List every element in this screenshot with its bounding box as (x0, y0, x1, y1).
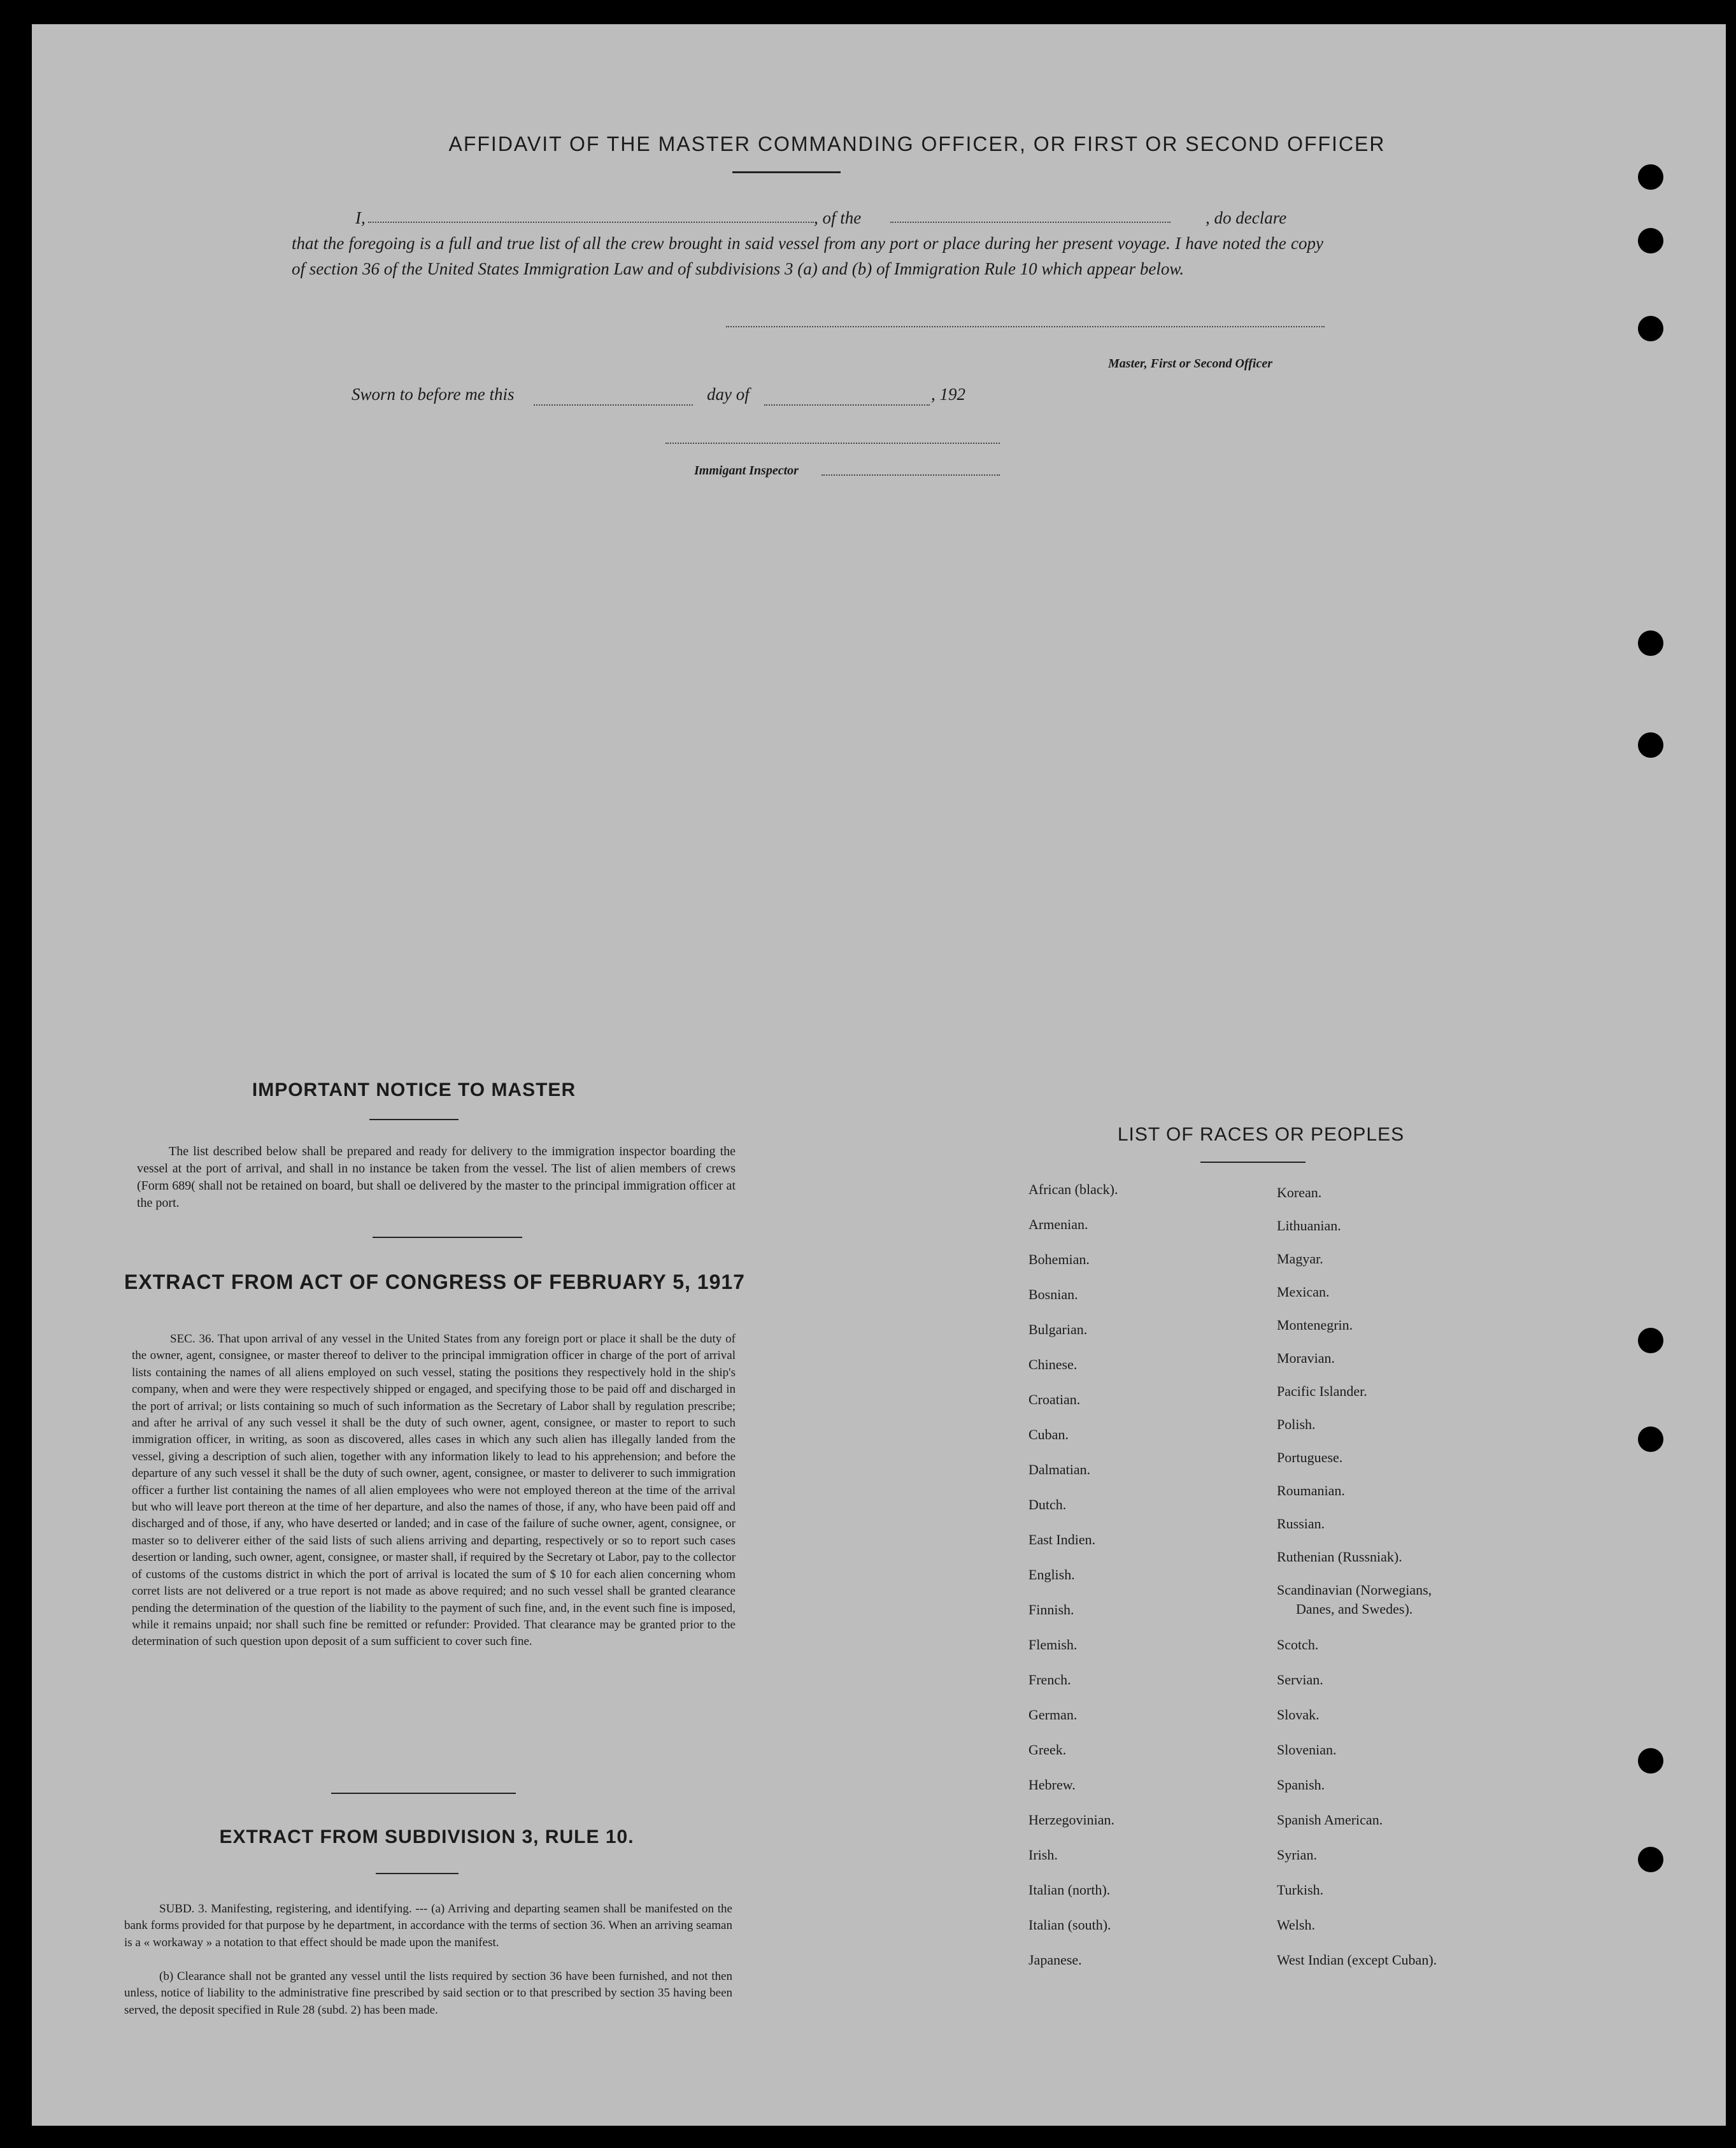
sworn-text: Sworn to before me this (352, 385, 515, 404)
race-item: Spanish American. (1277, 1812, 1383, 1828)
punch-hole (1638, 1426, 1663, 1452)
race-item: Welsh. (1277, 1917, 1315, 1933)
declaration-of-the: , of the (814, 208, 862, 227)
race-item: Scandinavian (Norwegians, (1277, 1582, 1432, 1598)
race-item: Turkish. (1277, 1882, 1324, 1898)
race-item: Scotch. (1277, 1637, 1319, 1653)
race-item: Bulgarian. (1028, 1321, 1088, 1337)
race-item: Japanese. (1028, 1952, 1082, 1968)
race-item: Finnish. (1028, 1602, 1074, 1618)
rule-underline (376, 1873, 459, 1874)
race-item: Russian. (1277, 1516, 1325, 1532)
vessel-blank (890, 222, 1170, 223)
race-item: Portuguese. (1277, 1449, 1343, 1465)
day-blank (534, 404, 693, 406)
race-item: Flemish. (1028, 1637, 1078, 1653)
punch-hole (1638, 164, 1663, 190)
race-item: Ruthenian (Russniak). (1277, 1549, 1402, 1565)
race-item: Magyar. (1277, 1251, 1323, 1267)
year-text: , 192 (931, 385, 965, 404)
rule-text-a: SUBD. 3. Manifesting, registering, and identifying. --- (a) Arriving and departing seamen shall be manifested on the bank forms provided for that purpose by he department, in accordance with the terms of section 36. When an arriving seaman is a « workaway » a notation to that effect should be made upon the manifest. (124, 1902, 732, 1949)
race-item: German. (1028, 1707, 1078, 1723)
punch-hole (1638, 630, 1663, 656)
race-item: West Indian (except Cuban). (1277, 1952, 1437, 1968)
month-blank (764, 404, 930, 406)
race-item: Servian. (1277, 1672, 1323, 1688)
document-page (32, 24, 1726, 2126)
race-item: Syrian. (1277, 1847, 1317, 1863)
race-item: Greek. (1028, 1742, 1067, 1758)
race-item: Herzegovinian. (1028, 1812, 1114, 1828)
inspector-line-right (822, 474, 1000, 476)
race-item: East Indien. (1028, 1532, 1096, 1547)
race-item: Dalmatian. (1028, 1462, 1091, 1477)
race-item: Bohemian. (1028, 1251, 1090, 1267)
name-blank (368, 222, 814, 223)
race-item: Cuban. (1028, 1426, 1069, 1442)
race-item: Spanish. (1277, 1777, 1325, 1793)
affidavit-title: AFFIDAVIT OF THE MASTER COMMANDING OFFICER, OR FIRST OR SECOND OFFICER (448, 132, 1386, 155)
race-item: Hebrew. (1028, 1777, 1076, 1793)
declaration-i: I, (355, 208, 366, 227)
notice-text: The list described below shall be prepared and ready for delivery to the immigration inspector boarding the vessel at the port of arrival, and shall in no instance be taken from the vessel. The list of alien members of crews (Form 689( shall not be retained on board, but shall oe delivered by the master to the principal immigration officer at the port. (137, 1144, 736, 1210)
race-item: Danes, and Swedes). (1296, 1601, 1413, 1617)
race-item: Slovenian. (1277, 1742, 1337, 1758)
race-item: English. (1028, 1567, 1075, 1583)
race-item: Polish. (1277, 1416, 1316, 1432)
race-item: Slovak. (1277, 1707, 1320, 1723)
race-item: French. (1028, 1672, 1071, 1688)
race-item: Dutch. (1028, 1497, 1067, 1512)
day-of-text: day of (707, 385, 750, 404)
race-item: Bosnian. (1028, 1286, 1078, 1302)
signature-line (726, 326, 1325, 327)
races-title: LIST OF RACES OR PEOPLES (1117, 1124, 1405, 1145)
race-item: Irish. (1028, 1847, 1058, 1863)
punch-hole (1638, 228, 1663, 253)
punch-hole (1638, 732, 1663, 758)
act-text: SEC. 36. That upon arrival of any vessel in the United States from any foreign port or place it shall be the duty of the owner, agent, consignee, or master thereof to deliver to the principal immigration officer in charge of the port of arrival lists containing the names of all aliens employed on such vessel, stating the positions they respectively hold in the ship's company, when and were they were respectively shipped or engaged, and specifying those to be paid off and discharged in the port of arrival; or lists containing so much of such information as the Secretary of Labor shall by regulation prescribe; and after he arrival of any such vessel it shall be the duty of such owner, agent, consignee, or master to report to such immigration officer, in writing, as soon as discovered, alles cases in which any such alien has illegally landed from the vessel, giving a description of such alien, together with any information likely to lead to his apprehension; and before the departure of any such vessel it shall be the duty of such owner, agent, consignee, or master to deliverer to such immigration officer a further list containing the names of all alien employees who were not employed thereon at the time of the arrival but who will leave port thereon at the time of her departure, and also the names of those, if any, who have been paid off and discharged and of those, if any, who have deserted or landed; and in case of the failure of suche owner, agent, consignee, or master so to deliverer either of the said lists of such aliens arriving and departing, respectively or so to report such cases desertion or landing, such owner, agent, consignee, or master shall, if required by the Secretary ot Labor, pay to the collector of customs of the customs district in which the port of arrival is located the sum of $ 10 for each alien concerning whom corret lists are not delivered or a true report is not made as above required; and no such vessel shall be granted clearance pending the determination of the question of the liability to the payment of such fine, and, in the event such fine is imposed, while it remains unpaid; nor shall such fine be remitted or refunder: Provided. That clearance may be granted prior to the determination of such question upon deposit of a sum sufficient to cover such fine. (132, 1332, 736, 1649)
declaration-text: that the foregoing is a full and true list of all the crew brought in said vessel from any port or place during her present voyage. I have noted the copy of section 36 of the United States Immigration Law and of subdivisions 3 (a) and (b) of Immigration Rule 10 which appear below. (292, 234, 1323, 278)
race-item: Mexican. (1277, 1284, 1330, 1300)
race-item: Lithuanian. (1277, 1218, 1341, 1234)
races-underline (1200, 1162, 1306, 1163)
race-item: Armenian. (1028, 1216, 1088, 1232)
declaration-block (292, 205, 1323, 281)
act-divider (331, 1793, 516, 1794)
race-item: Roumanian. (1277, 1483, 1345, 1498)
race-item: Croatian. (1028, 1391, 1081, 1407)
race-item: Italian (north). (1028, 1882, 1111, 1898)
notice-title: IMPORTANT NOTICE TO MASTER (252, 1079, 576, 1100)
race-item: Chinese. (1028, 1356, 1078, 1372)
inspector-line (665, 443, 1000, 444)
master-signature-label: Master, First or Second Officer (1108, 357, 1272, 371)
act-title: EXTRACT FROM ACT OF CONGRESS OF FEBRUARY 5, 1917 (124, 1270, 745, 1293)
punch-hole (1638, 316, 1663, 341)
declaration-do-declare: , do declare (1206, 208, 1287, 227)
notice-divider (373, 1237, 522, 1238)
race-item: Pacific Islander. (1277, 1383, 1367, 1399)
rule-text-b: (b) Clearance shall not be granted any vessel until the lists required by section 36 have been furnished, and not then unless, notice of liability to the administrative fine prescribed by said section or to that prescribed by section 35 having been served, the deposit specified in Rule 28 (subd. 2) has been made. (124, 1970, 732, 2017)
punch-hole (1638, 1328, 1663, 1353)
race-item: Korean. (1277, 1184, 1322, 1200)
race-item: African (black). (1028, 1181, 1118, 1197)
inspector-label: Immigant Inspector (694, 464, 799, 478)
punch-hole (1638, 1748, 1663, 1774)
punch-hole (1638, 1847, 1663, 1872)
race-item: Italian (south). (1028, 1917, 1111, 1933)
race-item: Montenegrin. (1277, 1317, 1353, 1333)
notice-underline (369, 1119, 459, 1120)
rule-title: EXTRACT FROM SUBDIVISION 3, RULE 10. (219, 1826, 634, 1847)
race-item: Moravian. (1277, 1350, 1335, 1366)
title-underline (732, 171, 841, 173)
